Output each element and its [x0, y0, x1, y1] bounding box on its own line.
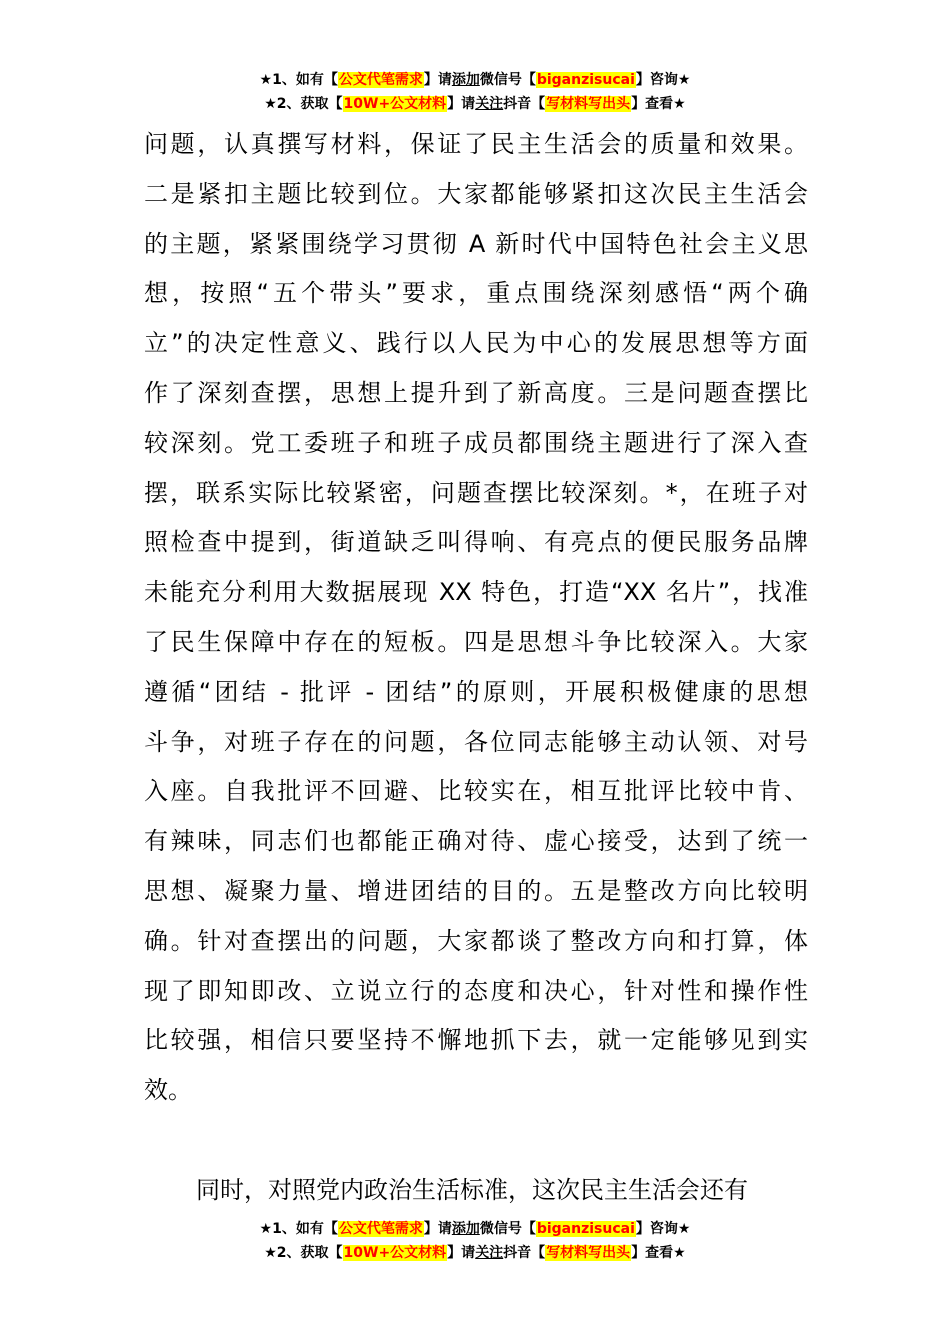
banner-underlined-text: 添加 [451, 1221, 480, 1237]
header-banner [0, 68, 950, 116]
banner-text: ★1、如有【 [259, 72, 338, 88]
banner-text: ★2、获取【 [264, 1245, 343, 1261]
banner-text: 】请 [447, 96, 476, 112]
body-line: 效。 [144, 1076, 192, 1105]
banner-text: 】咨询★ [635, 72, 691, 88]
banner-highlight: biganzisucai [536, 72, 635, 88]
banner-underlined-text: 关注 [475, 1245, 504, 1261]
body-line: 作了深刻查摆，思想上提升到了新高度。三是问题查摆比 [144, 378, 808, 407]
body-line: 有辣味，同志们也都能正确对待、虚心接受，达到了统一 [144, 827, 808, 856]
banner-line-1 [0, 68, 950, 92]
second-paragraph: 同时，对照党内政治生活标准，这次民主生活会还有 [196, 1176, 748, 1204]
body-line: 的主题，紧紧围绕学习贯彻 A 新时代中国特色社会主义思 [144, 229, 808, 258]
banner-highlight: 写材料写出头 [546, 1245, 631, 1261]
banner-text: ★1、如有【 [259, 1221, 338, 1237]
banner-text: 】咨询★ [635, 1221, 691, 1237]
body-line: 想，按照“五个带头”要求，重点围绕深刻感悟“两个确 [144, 279, 808, 308]
body-line: 未能充分利用大数据展现 XX 特色，打造“XX 名片”，找准 [144, 578, 808, 607]
banner-text: 】查看★ [631, 96, 686, 112]
banner-line-2 [0, 1241, 950, 1265]
body-line: 摆，联系实际比较紧密，问题查摆比较深刻。*，在班子对 [144, 478, 808, 507]
banner-highlight: biganzisucai [536, 1221, 635, 1237]
body-line: 了民生保障中存在的短板。四是思想斗争比较深入。大家 [144, 627, 808, 656]
body-line: 入座。自我批评不回避、比较实在，相互批评比较中肯、 [144, 777, 808, 806]
banner-text: 】请 [423, 1221, 452, 1237]
banner-text: ★2、获取【 [264, 96, 343, 112]
body-line: 确。针对查摆出的问题，大家都谈了整改方向和打算，体 [144, 926, 808, 955]
banner-text: 】查看★ [631, 1245, 686, 1261]
banner-highlight: 公文代笔需求 [338, 1221, 423, 1237]
body-line: 斗争，对班子存在的问题，各位同志能够主动认领、对号 [144, 727, 808, 756]
body-line: 立”的决定性意义、践行以人民为中心的发展思想等方面 [144, 329, 808, 358]
banner-highlight: 10W+公文材料 [343, 96, 447, 112]
banner-text: 抖音【 [503, 96, 546, 112]
banner-underlined-text: 关注 [475, 96, 504, 112]
body-paragraph [144, 120, 808, 1116]
body-line: 二是紧扣主题比较到位。大家都能够紧扣这次民主生活会 [144, 179, 808, 208]
footer-banner [0, 1217, 950, 1265]
banner-text: 微信号【 [479, 1221, 536, 1237]
banner-highlight: 公文代笔需求 [338, 72, 423, 88]
body-line: 思想、凝聚力量、增进团结的目的。五是整改方向比较明 [144, 876, 808, 905]
body-line: 现了即知即改、立说立行的态度和决心，针对性和操作性 [144, 976, 808, 1005]
body-line: 较深刻。党工委班子和班子成员都围绕主题进行了深入查 [144, 428, 808, 457]
banner-text: 微信号【 [479, 72, 536, 88]
body-line: 照检查中提到，街道缺乏叫得响、有亮点的便民服务品牌 [144, 528, 808, 557]
body-line: 问题，认真撰写材料，保证了民主生活会的质量和效果。 [144, 130, 808, 158]
banner-line-1 [0, 1217, 950, 1241]
body-line: 遵循“团结 - 批评 - 团结”的原则，开展积极健康的思想 [144, 677, 808, 706]
banner-text: 抖音【 [503, 1245, 546, 1261]
body-line: 比较强，相信只要坚持不懈地抓下去，就一定能够见到实 [144, 1026, 808, 1055]
banner-highlight: 10W+公文材料 [343, 1245, 447, 1261]
banner-text: 】请 [423, 72, 452, 88]
banner-line-2 [0, 92, 950, 116]
banner-underlined-text: 添加 [451, 72, 480, 88]
banner-text: 】请 [447, 1245, 476, 1261]
banner-highlight: 写材料写出头 [546, 96, 631, 112]
